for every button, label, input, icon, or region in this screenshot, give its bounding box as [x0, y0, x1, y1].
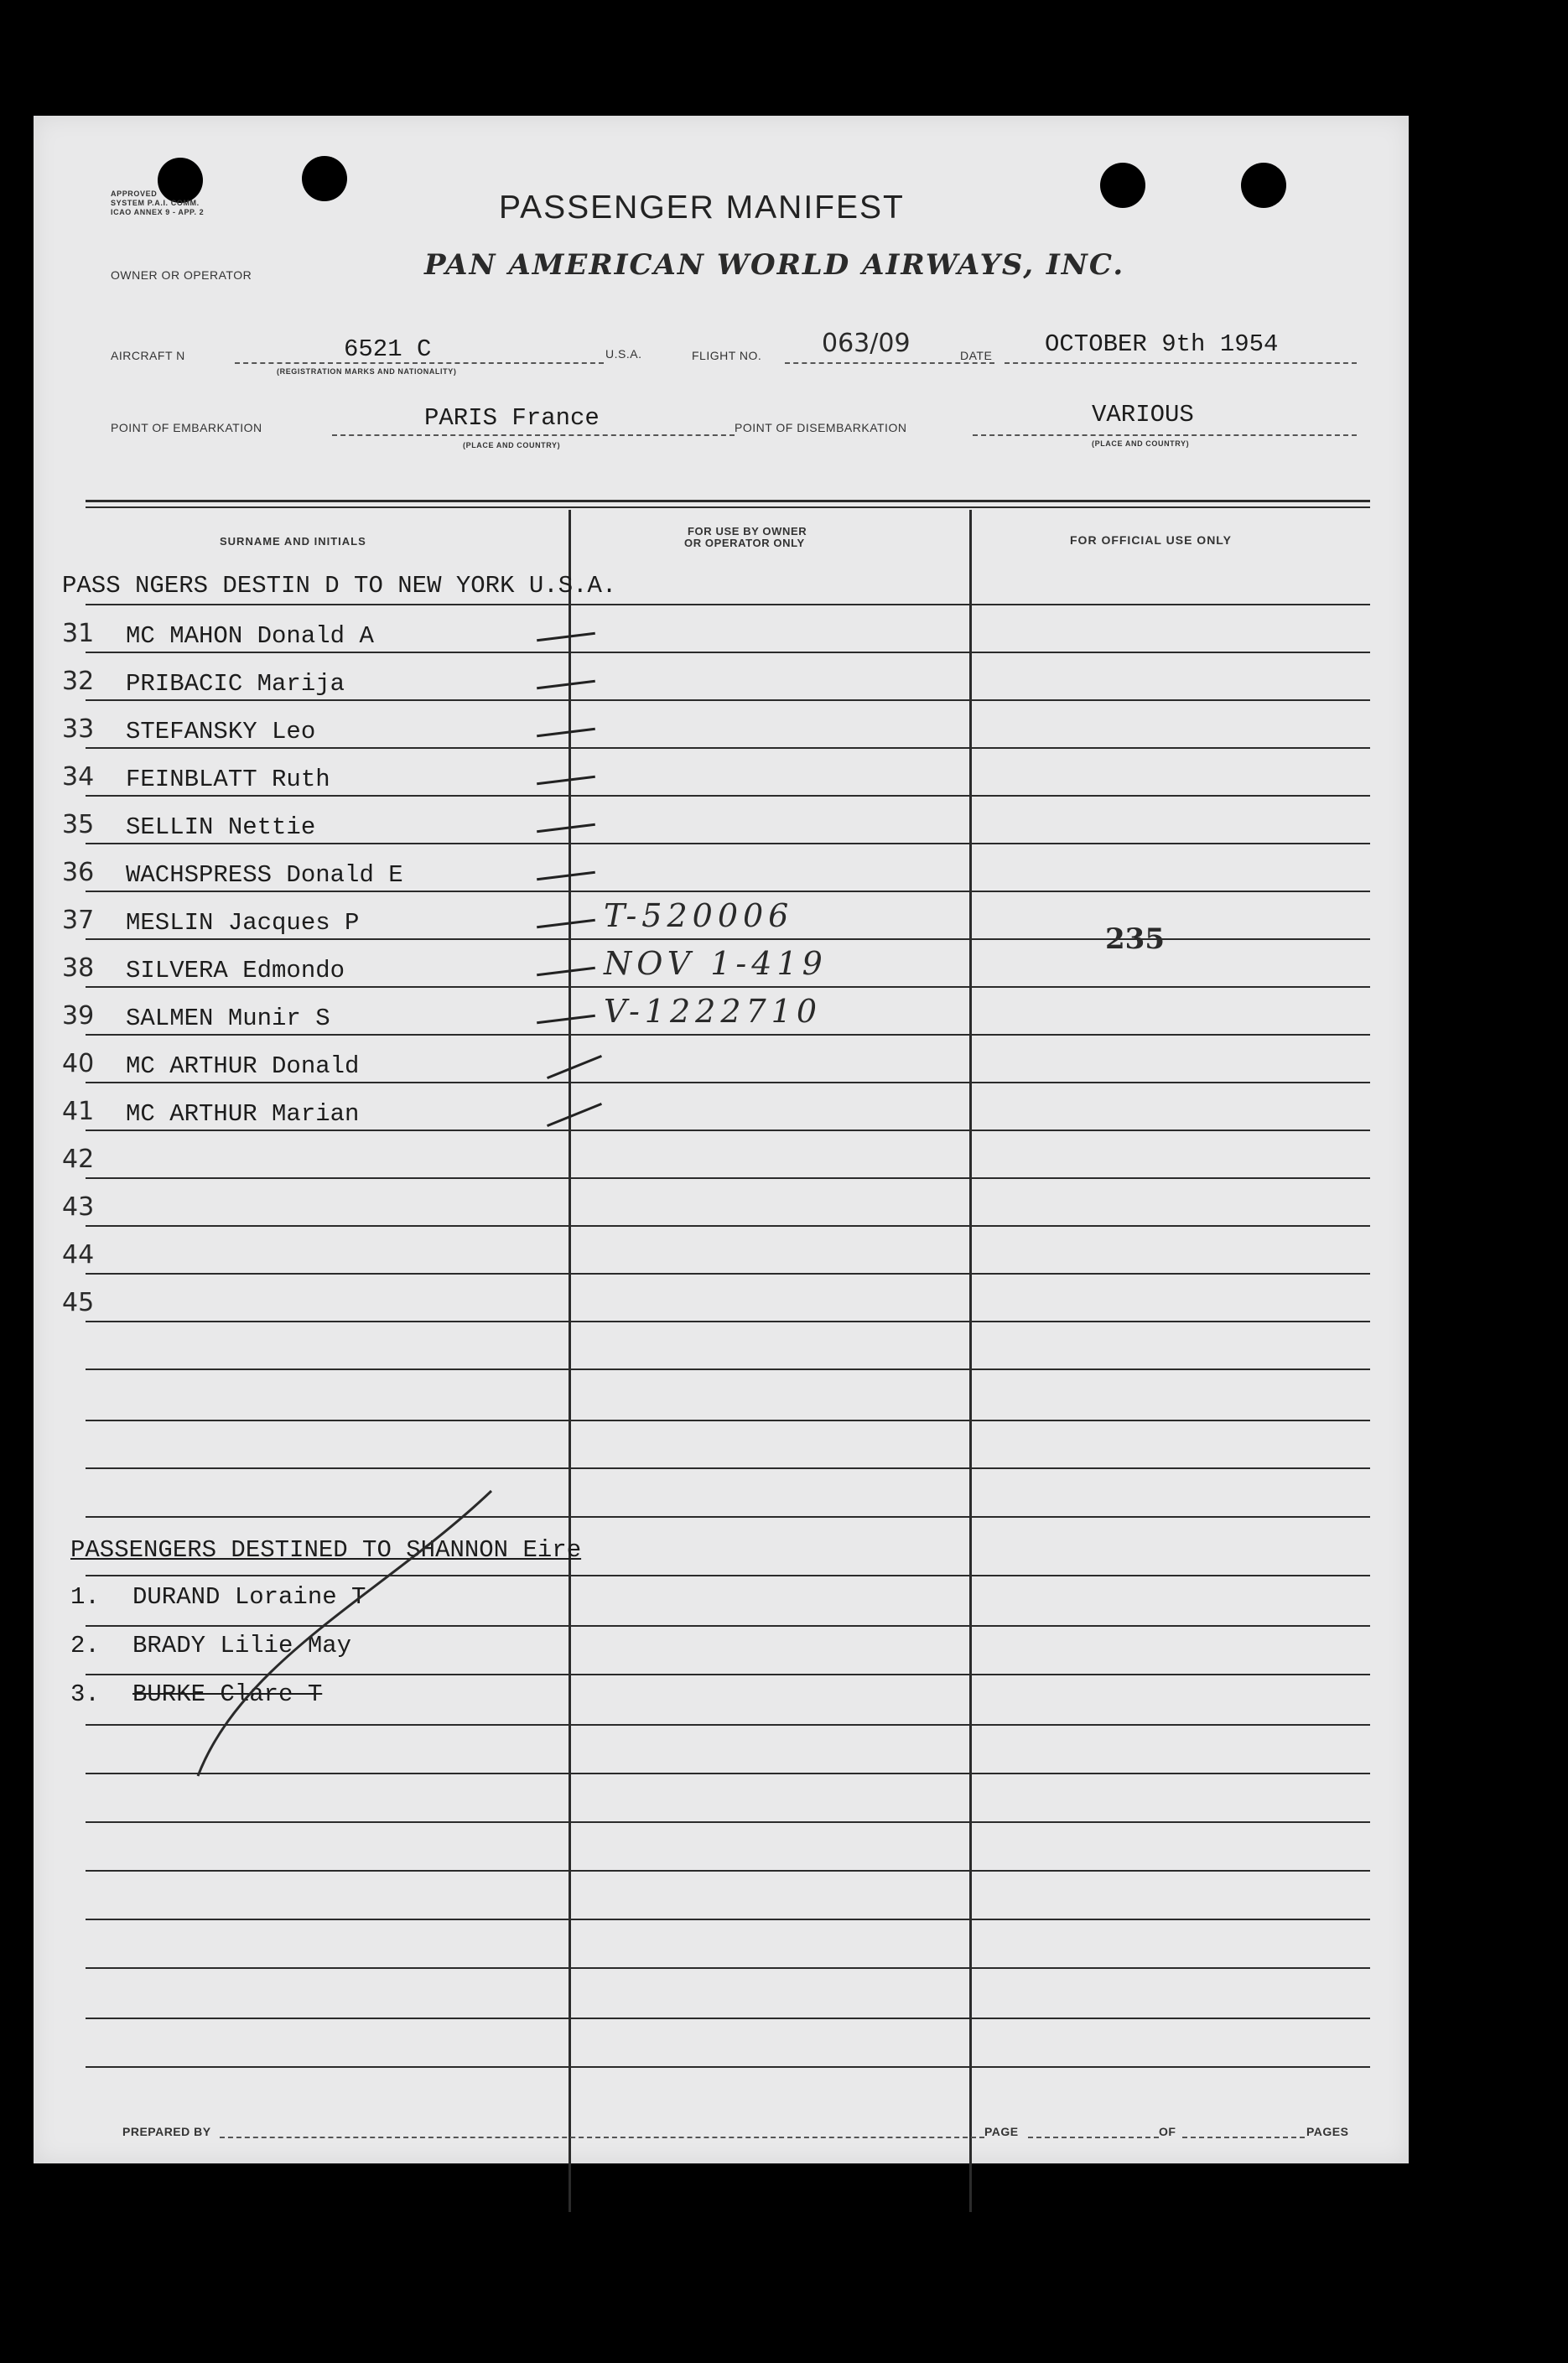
page-title: PASSENGER MANIFEST — [499, 190, 905, 226]
column-header-surname: SURNAME AND INITIALS — [220, 535, 366, 548]
strike-line — [34, 116, 1409, 2163]
column-header-owner: OR OPERATOR ONLY — [684, 537, 805, 549]
approval-line: SYSTEM P.A.I. COMM. — [111, 199, 200, 207]
embarkation-value: PARIS France — [424, 404, 600, 432]
handwritten-entry: V-1222710 — [604, 993, 823, 1030]
embarkation-sublabel: (PLACE AND COUNTRY) — [463, 441, 561, 449]
passenger-name: BURKE Clare T — [132, 1680, 323, 1708]
approval-line: ICAO ANNEX 9 - APP. 2 — [111, 208, 205, 216]
prepared-label: PREPARED BY — [122, 2125, 211, 2138]
flight-label: FLIGHT NO. — [692, 349, 762, 362]
passenger-name: SILVERA Edmondo — [126, 957, 345, 984]
handwritten-entry: NOV 1-419 — [604, 945, 828, 982]
disembarkation-value: VARIOUS — [1092, 401, 1194, 428]
handwritten-entry: T-520006 — [604, 897, 794, 934]
row-number: 32 — [62, 667, 95, 696]
date-value: OCTOBER 9th 1954 — [1045, 330, 1279, 358]
row-number: 36 — [62, 858, 95, 887]
row-number: 40 — [62, 1049, 95, 1078]
row-number: 33 — [62, 714, 95, 744]
row-number: 31 — [62, 619, 95, 648]
row-number: 3. — [70, 1680, 100, 1708]
passenger-name: MC MAHON Donald A — [126, 622, 374, 650]
row-number: 42 — [62, 1145, 95, 1174]
passenger-name: FEINBLATT Ruth — [126, 766, 330, 793]
section-heading: PASS NGERS DESTIN D TO NEW YORK U.S.A. — [62, 572, 617, 600]
row-number: 45 — [62, 1288, 95, 1317]
disembarkation-label: POINT OF DISEMBARKATION — [735, 421, 907, 434]
row-number: 1. — [70, 1583, 100, 1611]
aircraft-label: AIRCRAFT N — [111, 349, 185, 362]
passenger-name: PRIBACIC Marija — [126, 670, 345, 698]
row-number: 41 — [62, 1097, 95, 1126]
passenger-name: MC ARTHUR Marian — [126, 1100, 360, 1128]
passenger-name: BRADY Lilie May — [132, 1632, 352, 1659]
row-number: 37 — [62, 906, 95, 935]
row-number: 35 — [62, 810, 95, 839]
flight-value: 063/09 — [822, 329, 911, 358]
embarkation-label: POINT OF EMBARKATION — [111, 421, 262, 434]
date-label: DATE — [960, 349, 993, 362]
row-number: 34 — [62, 762, 95, 792]
pages-label: PAGES — [1306, 2125, 1349, 2138]
disembarkation-sublabel: (PLACE AND COUNTRY) — [1092, 439, 1190, 448]
row-number: 43 — [62, 1192, 95, 1222]
page-label: PAGE — [984, 2125, 1019, 2138]
owner-value: PAN AMERICAN WORLD AIRWAYS, INC. — [424, 248, 1125, 282]
approval-line: APPROVED — [111, 190, 158, 198]
passenger-name: SALMEN Munir S — [126, 1005, 330, 1032]
column-header-official: FOR OFFICIAL USE ONLY — [1070, 533, 1232, 547]
passenger-name: DURAND Loraine T — [132, 1583, 366, 1611]
section-heading: PASSENGERS DESTINED TO SHANNON Eire — [70, 1536, 582, 1564]
manifest-sheet — [34, 116, 1409, 2163]
passenger-name: SELLIN Nettie — [126, 813, 316, 841]
row-number: 2. — [70, 1632, 100, 1659]
of-label: OF — [1159, 2125, 1176, 2138]
row-number: 38 — [62, 953, 95, 983]
aircraft-value: 6521 C — [344, 335, 432, 363]
owner-label: OWNER OR OPERATOR — [111, 268, 252, 282]
passenger-name: STEFANSKY Leo — [126, 718, 316, 745]
row-number: 44 — [62, 1240, 95, 1270]
passenger-name: WACHSPRESS Donald E — [126, 861, 403, 889]
passenger-name: MC ARTHUR Donald — [126, 1052, 360, 1080]
usa-label: U.S.A. — [605, 347, 642, 361]
column-header-owner: FOR USE BY OWNER — [688, 525, 807, 538]
passenger-name: MESLIN Jacques P — [126, 909, 360, 937]
row-number: 39 — [62, 1001, 95, 1031]
official-note: 235 — [1105, 922, 1165, 956]
aircraft-sublabel: (REGISTRATION MARKS AND NATIONALITY) — [277, 367, 457, 376]
